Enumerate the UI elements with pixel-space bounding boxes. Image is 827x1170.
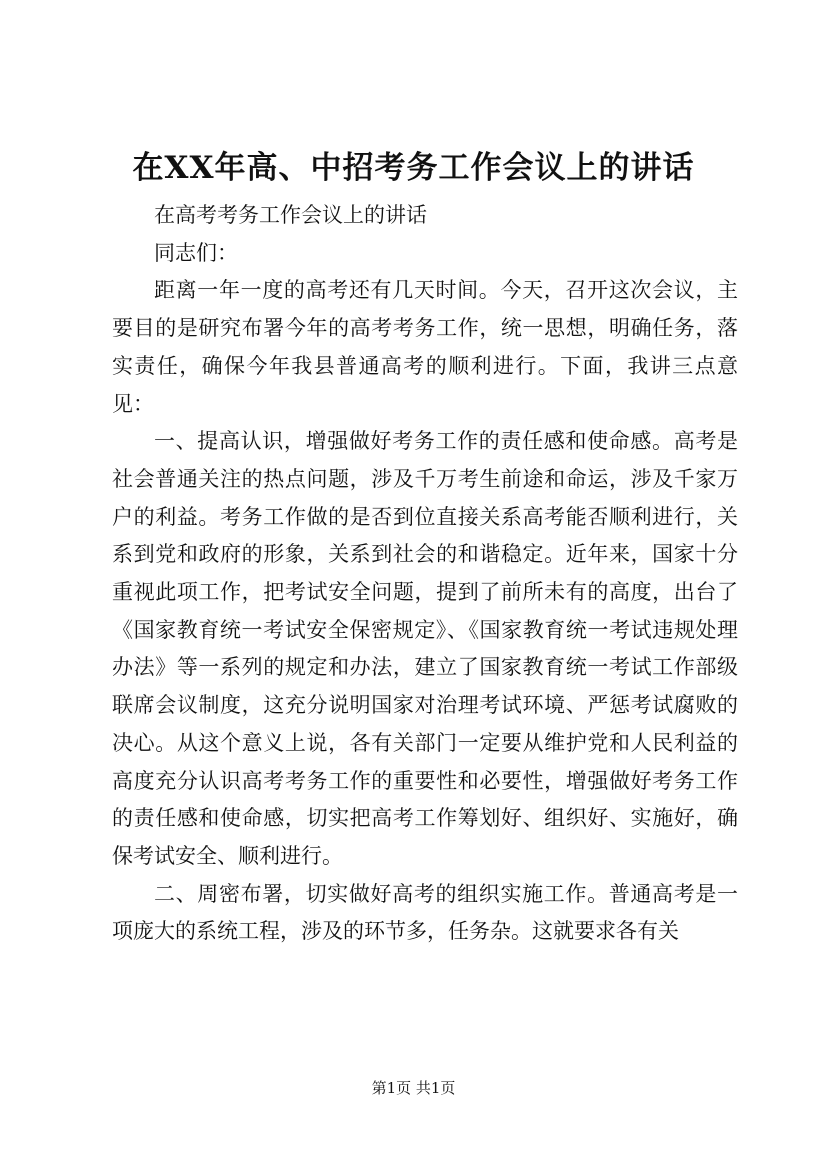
paragraph-point-two: 二、周密布署，切实做好高考的组织实施工作。普通高考是一项庞大的系统工程，涉及的环节多，任务杂。这就要求各有关 [112,881,738,944]
paragraph-intro: 距离一年一度的高考还有几天时间。今天，召开这次会议，主要目的是研究布署今年的高考考务工作，统一思想，明确任务，落实责任，确保今年我县普通高考的顺利进行。下面，我讲三点意见： [112,278,738,416]
page-number-footer: 第1页 共1页 [371,1079,456,1097]
document-body [112,197,738,951]
paragraph-point-one: 一、提高认识，增强做好考务工作的责任感和使命感。高考是社会普通关注的热点问题，涉及千万考生前途和命运，涉及千家万户的利益。考务工作做的是否到位直接关系高考能否顺利进行，关系到党和政府的形象，关系到社会的和谐稳定。近年来，国家十分重视此项工作，把考试安全问题，提到了前所未有的高度，出台了《国家教育统一考试安全保密规定》、《国家教育统一考试违规处理办法》等一系列的规定和办法，建立了国家教育统一考试工作部级联席会议制度，这充分说明国家对治理考试环境、严惩考试腐败的决心。从这个意义上说，各有关部门一定要从维护党和人民利益的高度充分认识高考考务工作的重要性和必要性，增强做好考务工作的责任感和使命感，切实把高考工作筹划好、组织好、实施好，确保考试安全、顺利进行。 [112,429,738,868]
paragraph-subtitle: 在高考考务工作会议上的讲话 [154,203,427,227]
document-title: 在XX年高、中招考务工作会议上的讲话 [132,150,695,186]
paragraph-salutation: 同志们： [154,240,238,265]
